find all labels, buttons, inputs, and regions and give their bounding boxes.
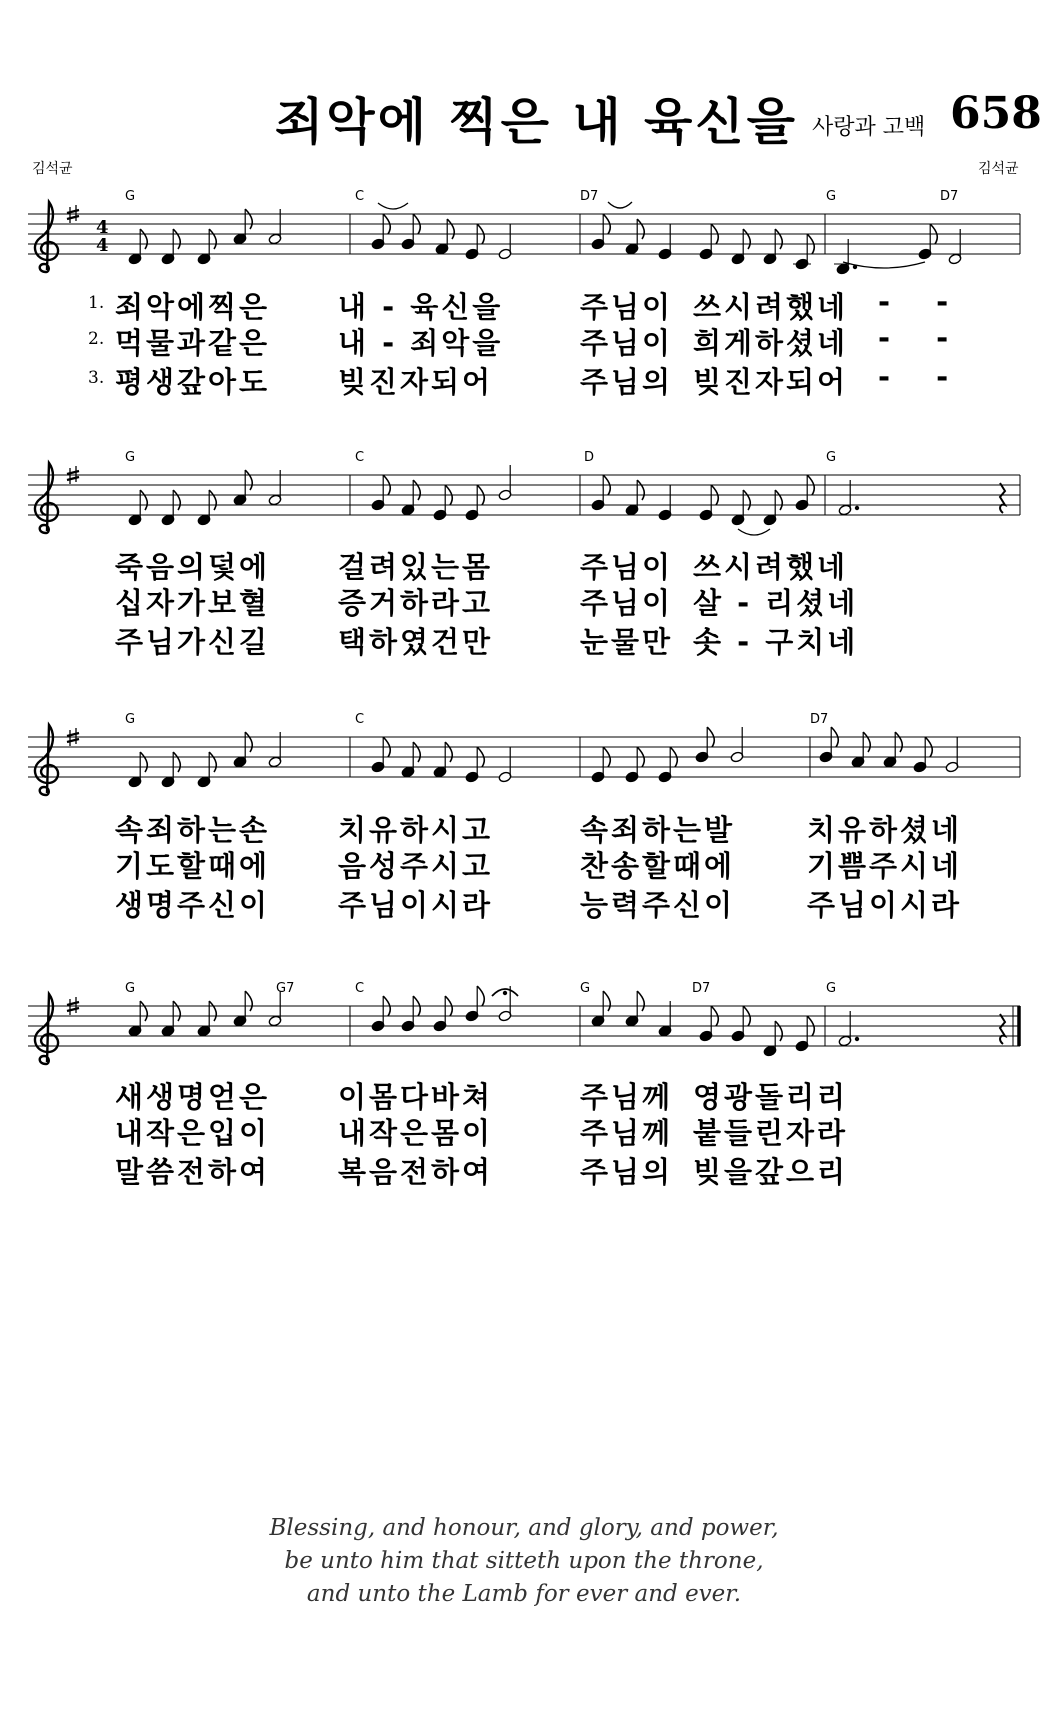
treble-clef-icon [35, 202, 58, 272]
note-flag [140, 1001, 147, 1021]
chord-symbol: D7 [692, 981, 711, 996]
treble-clef-icon [35, 994, 58, 1064]
note-flag [209, 1001, 216, 1021]
chord-symbol: G7 [276, 981, 295, 996]
lyric-segment: 죄악에찍은 [115, 290, 271, 324]
lyric-segment: 기쁨주시네 [807, 849, 963, 883]
lyric-segment: 빚진자되어 [338, 365, 494, 399]
tie-arc [608, 202, 632, 208]
lyric-line [0, 1111, 1048, 1151]
lyric-line [0, 285, 1048, 325]
note-flag [445, 742, 452, 762]
lyric-segment: 속죄하는손 [115, 813, 271, 847]
lyric-segment: 쓰시려했네 [693, 290, 849, 324]
fermata-dot [503, 991, 507, 995]
note-flag [637, 219, 644, 239]
note-flag [245, 732, 252, 752]
lyric-segment: 능력주신이 [580, 888, 736, 922]
lyric-segment: 치유하시고 [338, 813, 494, 847]
lyric-segment: 죽음의덫에 [115, 550, 271, 584]
lyric-segment: 주님께 [580, 1080, 674, 1114]
note-dot [855, 506, 859, 510]
lyric-segment: 내 - 육신을 [338, 290, 504, 324]
lyric-line [0, 808, 1048, 848]
treble-clef-icon [35, 725, 58, 795]
lyric-line [0, 883, 1048, 923]
note-flag [603, 991, 610, 1011]
lyric-segment: 희게하셨네 [693, 326, 849, 360]
note-dot [855, 1037, 859, 1041]
note-flag [173, 752, 180, 772]
lyric-segment: 택하였건만 [338, 625, 494, 659]
scripture-line-1: Blessing, and honour, and glory, and power, [269, 1515, 779, 1541]
lyric-segment: 주님이 [580, 586, 674, 620]
lyric-segment: 주님이시라 [338, 888, 494, 922]
scripture-line-2: be unto him that sitteth upon the throne, [284, 1548, 764, 1574]
lyric-segment: 이몸다바쳐 [338, 1080, 494, 1114]
chord-symbol: D7 [940, 189, 959, 204]
lyric-line [0, 581, 1048, 621]
lyric-segment: 주님이 [580, 326, 674, 360]
note-flag [173, 229, 180, 249]
time-signature-top: 4 [96, 217, 109, 238]
lyric-segment: 영광돌리리 [693, 1080, 849, 1114]
lyric-segment: 말씀전하여 [115, 1155, 271, 1189]
lyric-segment: 내작은입이 [115, 1116, 271, 1150]
note-flag [245, 209, 252, 229]
lyric-segment: 눈물만 [580, 625, 674, 659]
lyric-line [0, 620, 1048, 660]
chord-symbol: G [125, 189, 136, 204]
tie-arc [378, 203, 408, 209]
lyric-segment: 내 - 죄악을 [338, 326, 504, 360]
lyric-segment: 빚을갚으리 [693, 1155, 849, 1189]
verse-number: 1. [88, 293, 105, 313]
lyric-segment: - - [878, 285, 967, 319]
chord-symbol: G [826, 981, 837, 996]
lyric-line [0, 545, 1048, 585]
lyric-segment: 십자가보혈 [115, 586, 271, 620]
note-flag [637, 991, 644, 1011]
lyric-segment: 걸려있는몸 [338, 550, 494, 584]
lyric-segment: 주님의 [580, 1155, 674, 1189]
note-flag [413, 480, 420, 500]
lyric-segment: 기도할때에 [115, 849, 271, 883]
chord-symbol: C [355, 450, 365, 465]
lyric-segment: - - [878, 360, 967, 394]
composer-credit: 김석균 [978, 161, 1019, 177]
chord-symbol: G [125, 981, 136, 996]
hymn-category: 사랑과 고백 [812, 115, 926, 140]
chord-symbol: C [355, 189, 365, 204]
note-flag [245, 470, 252, 490]
note-flag [413, 742, 420, 762]
verse-number: 2. [88, 329, 105, 349]
note-flag [140, 752, 147, 772]
lyric-segment: 솟 - 구치네 [693, 625, 859, 659]
hymn-title: 죄악에 찍은 내 육신을 [275, 93, 798, 151]
quarter-rest-icon [1000, 483, 1005, 513]
note-flag [209, 229, 216, 249]
lyric-line [0, 844, 1048, 884]
lyric-segment: 평생갚아도 [115, 365, 271, 399]
note-flag [209, 490, 216, 510]
note-flag [863, 732, 870, 752]
note-flag [637, 480, 644, 500]
note-flag [477, 986, 484, 1006]
note-flag [173, 490, 180, 510]
note-flag [743, 229, 750, 249]
lyric-segment: 붙들린자라 [693, 1116, 849, 1150]
chord-symbol: G [826, 450, 837, 465]
chord-symbol: D7 [580, 189, 599, 204]
lyric-segment: 주님이 [580, 550, 674, 584]
note-flag [447, 219, 454, 239]
lyric-segment: 주님의 [580, 365, 674, 399]
note-flag [743, 490, 750, 510]
note-flag [245, 991, 252, 1011]
lyric-line [0, 1075, 1048, 1115]
note-flag [173, 1001, 180, 1021]
note-flag [775, 490, 782, 510]
chord-symbol: D [584, 450, 595, 465]
note-flag [775, 229, 782, 249]
lyric-segment: - - [878, 321, 967, 355]
lyric-segment: 먹물과같은 [115, 326, 271, 360]
lyric-segment: 치유하셨네 [807, 813, 963, 847]
note-flag [140, 229, 147, 249]
chord-symbol: G [580, 981, 591, 996]
chord-symbol: D7 [810, 712, 829, 727]
treble-clef-icon [35, 463, 58, 533]
lyric-segment: 새생명얻은 [115, 1080, 271, 1114]
lyric-segment: 주님이시라 [807, 888, 963, 922]
lyric-line [0, 360, 1048, 400]
lyric-segment: 쓰시려했네 [693, 550, 849, 584]
note-flag [140, 490, 147, 510]
lyric-segment: 음성주시고 [338, 849, 494, 883]
note-flag [895, 732, 902, 752]
lyric-segment: 살 - 리셨네 [693, 586, 859, 620]
lyricist-credit: 김석균 [32, 161, 73, 177]
lyric-segment: 찬송할때에 [580, 849, 736, 883]
chord-symbol: G [826, 189, 837, 204]
lyric-segment: 주님이 [580, 290, 674, 324]
lyric-segment: 복음전하여 [338, 1155, 494, 1189]
lyric-segment: 빚진자되어 [693, 365, 849, 399]
lyric-segment: 생명주신이 [115, 888, 271, 922]
chord-symbol: C [355, 712, 365, 727]
chord-symbol: G [125, 712, 136, 727]
tie-arc [738, 529, 770, 535]
note-flag [209, 752, 216, 772]
verse-number: 3. [88, 368, 105, 388]
lyric-segment: 내작은몸이 [338, 1116, 494, 1150]
hymn-number: 658 [950, 88, 1042, 139]
note-flag [775, 1021, 782, 1041]
lyric-segment: 속죄하는발 [580, 813, 736, 847]
chord-symbol: G [125, 450, 136, 465]
lyric-segment: 증거하라고 [338, 586, 494, 620]
lyric-segment: 주님께 [580, 1116, 674, 1150]
quarter-rest-icon [1000, 1014, 1005, 1044]
lyric-line [0, 321, 1048, 361]
scripture-line-3: and unto the Lamb for ever and ever. [306, 1581, 742, 1607]
chord-symbol: C [355, 981, 365, 996]
lyric-segment: 주님가신길 [115, 625, 271, 659]
time-signature-bottom: 4 [96, 235, 109, 256]
lyric-line [0, 1150, 1048, 1190]
